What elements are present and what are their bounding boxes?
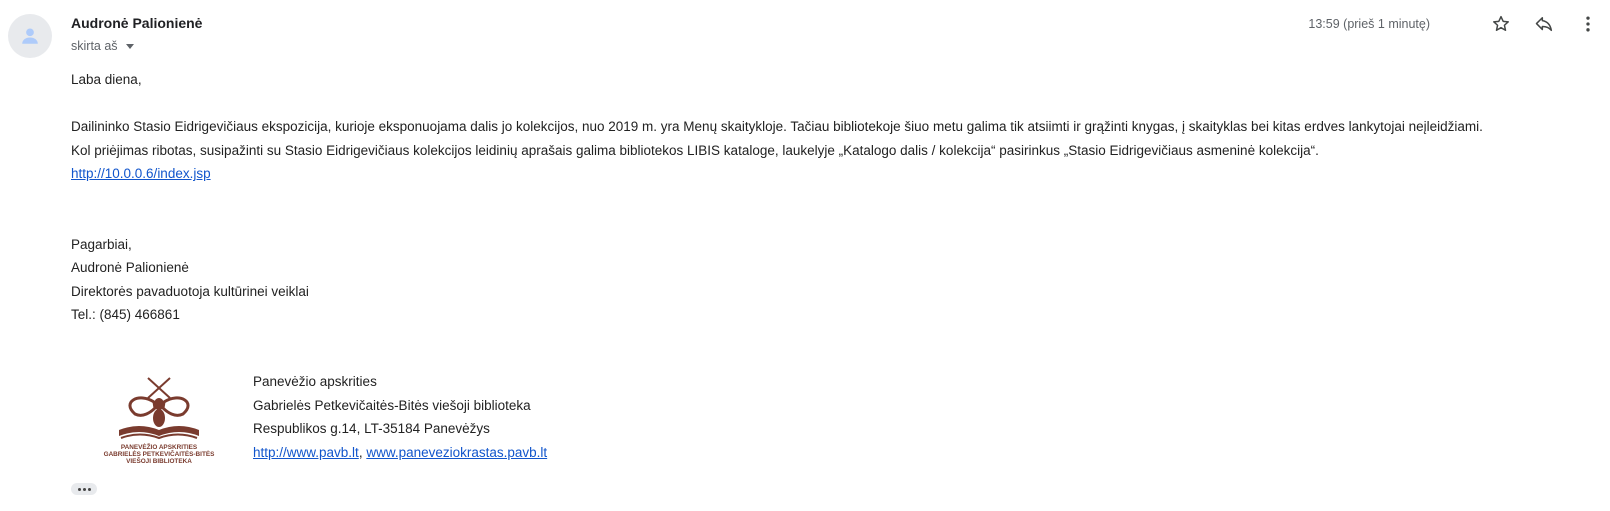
chevron-down-icon[interactable] — [126, 44, 134, 49]
reply-button[interactable] — [1532, 12, 1556, 36]
more-vert-icon — [1578, 14, 1598, 34]
org-links — [253, 441, 547, 465]
website-link-2[interactable]: www.paneveziokrastas.pavb.lt — [366, 444, 548, 460]
logo-text-line-2: GABRIELĖS PETKEVIČAITĖS-BITĖS — [103, 451, 215, 458]
sender-name[interactable]: Audronė Palionienė — [71, 15, 203, 31]
body-paragraph-2: Kol priėjimas ribotas, susipažinti su Stasio Eidrigevičiaus kolekcijos leidinių aprašais galima bibliotekos LIBIS kataloge, laukelyje „Katalogo dalis / kolekcija“ pasirinkus „Stasio Eidrigevičiaus asmeninė kolekcija“. — [71, 142, 1319, 158]
org-address: Respublikos g.14, LT-35184 Panevėžys — [253, 421, 490, 436]
recipient-label: skirta aš — [71, 39, 118, 53]
sender-avatar[interactable] — [8, 14, 52, 58]
reply-icon — [1534, 14, 1554, 34]
greeting: Laba diena, — [71, 72, 142, 87]
message-body — [71, 68, 1591, 327]
catalog-link[interactable]: http://10.0.0.6/index.jsp — [71, 166, 211, 181]
website-link[interactable]: http://www.pavb.lt — [253, 444, 359, 460]
logo-text-line-3: VIEŠOJI BIBLIOTEKA — [126, 458, 192, 465]
library-logo — [91, 374, 227, 466]
link-separator: , — [358, 444, 367, 460]
org-line-1: Panevėžio apskrities — [253, 374, 377, 389]
org-line-2: Gabrielės Petkevičaitės-Bitės viešoji biblioteka — [253, 397, 531, 413]
more-options-button[interactable] — [1576, 12, 1600, 36]
signature-name: Audronė Palionienė — [71, 260, 189, 275]
signature-phone: Tel.: (845) 466861 — [71, 307, 180, 322]
closing: Pagarbiai, — [71, 236, 132, 252]
more-horiz-icon-dot — [83, 488, 86, 491]
star-icon — [1491, 14, 1511, 34]
body-paragraph-1: Dailininko Stasio Eidrigevičiaus ekspozicija, kurioje eksponuojama dalis jo kolekcijos, nuo 2019 m. yra Menų skaitykloje. Tačiau bibliotekoje šiuo metu galima tik atsiimti ir grąžinti knygas, į skaityklas bei kitas erdves lankytojai neįleidžiami. — [71, 119, 1483, 134]
show-trimmed-content-button[interactable] — [71, 483, 97, 495]
logo-text-line-1: PANEVĖŽIO APSKRITIES — [120, 444, 198, 451]
recipient-line — [71, 39, 134, 53]
more-horiz-icon-dot — [88, 488, 91, 491]
person-icon — [19, 25, 41, 47]
star-button[interactable] — [1489, 12, 1513, 36]
signature-org-details — [253, 370, 547, 464]
message-timestamp: 13:59 (prieš 1 minutę) — [1308, 17, 1430, 31]
more-horiz-icon — [78, 488, 81, 491]
signature-block — [71, 374, 771, 484]
signature-title: Direktorės pavaduotoja kultūrinei veiklai — [71, 283, 309, 299]
